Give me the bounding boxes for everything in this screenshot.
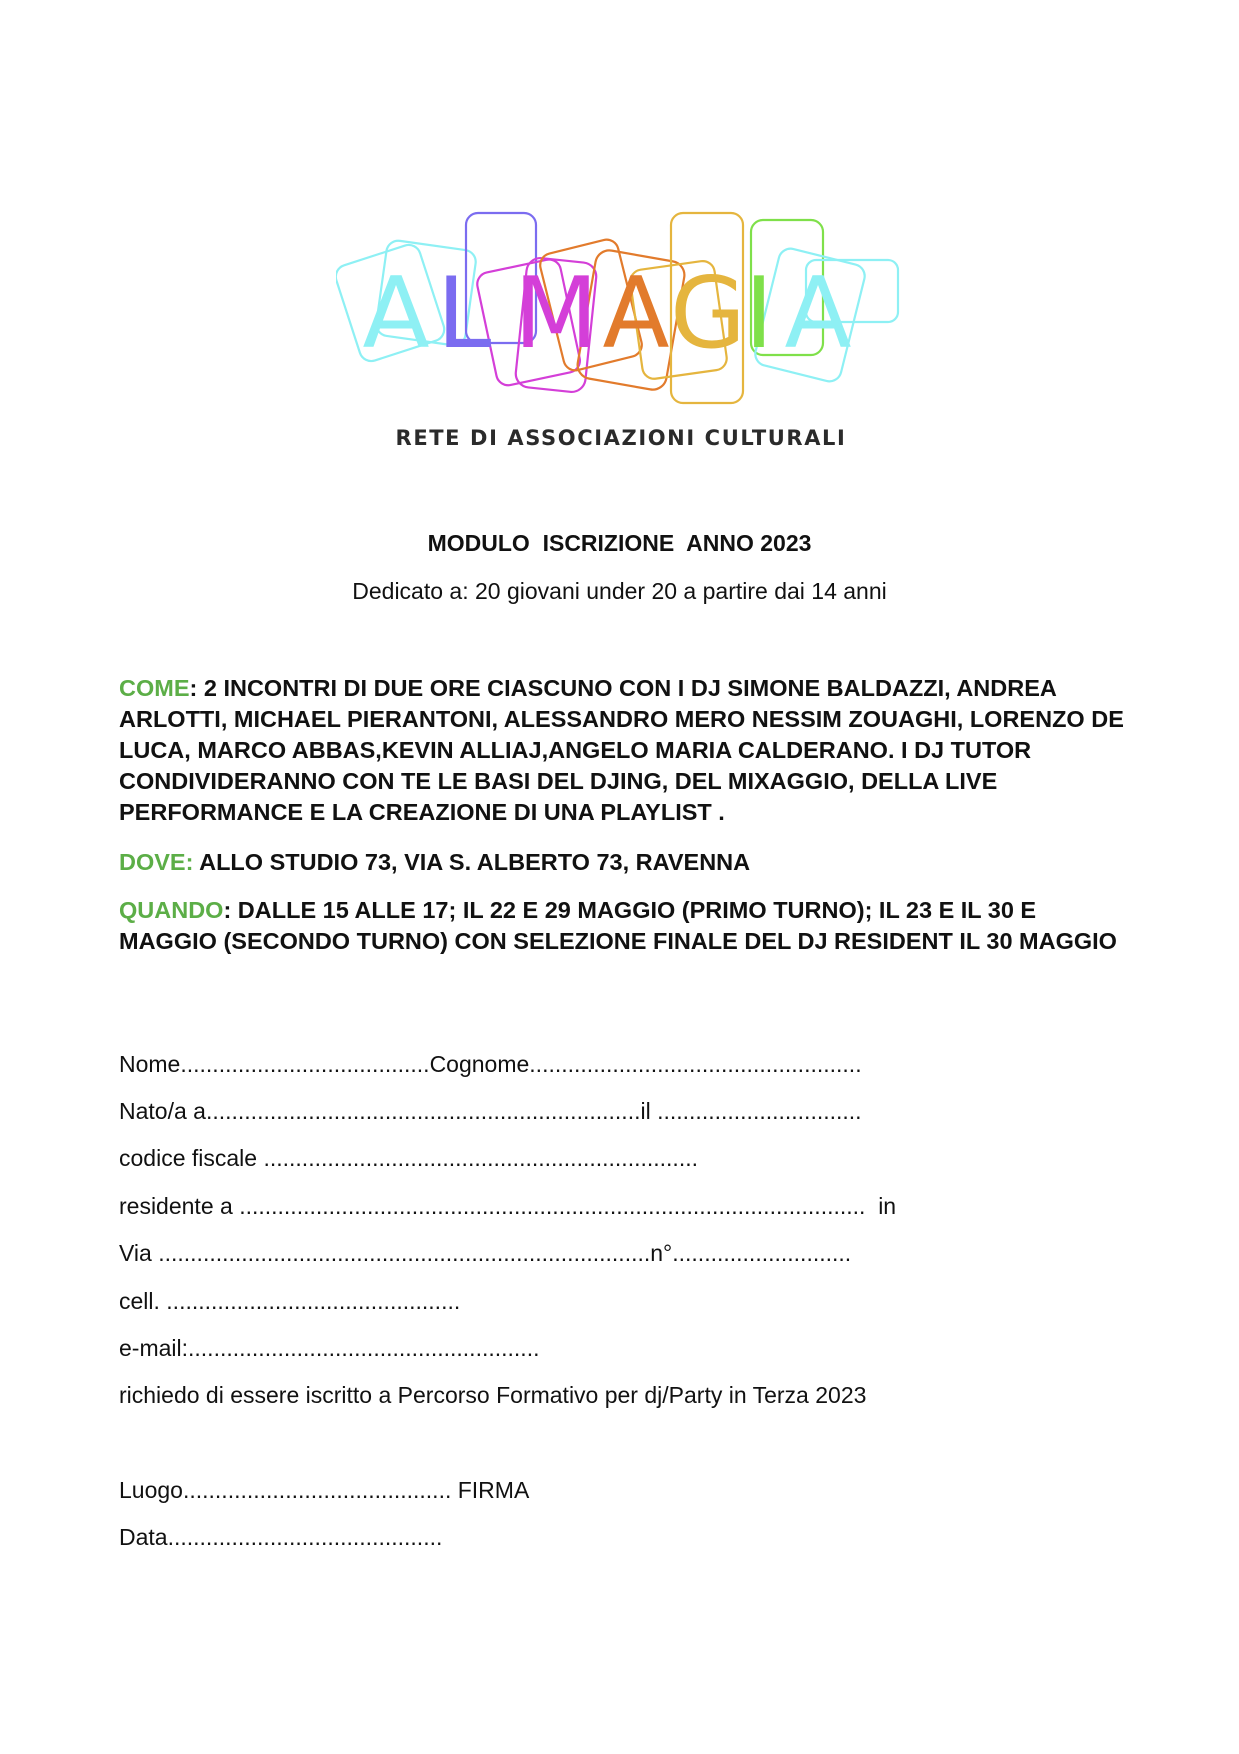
svg-text:I: I [744, 257, 774, 371]
info-quando-text: : DALLE 15 ALLE 17; IL 22 E 29 MAGGIO (PRIMO TURNO); IL 23 E IL 30 E MAGGIO (SECONDO TURNO) CON SELEZIONE FINALE DEL DJ RESIDENT IL 30 MAGGIO [119, 897, 1117, 954]
field-nome-cognome[interactable]: Nome.......................................Cognome.................................................... [119, 1051, 862, 1077]
svg-text:A: A [784, 257, 852, 371]
info-come-text: : 2 INCONTRI DI DUE ORE CIASCUNO CON I DJ SIMONE BALDAZZI, ANDREA ARLOTTI, MICHAEL PIERANTONI, ALESSANDRO MERO NESSIM ZOUAGHI, LORENZO DE LUCA, MARCO ABBAS,KEVIN ALLIAJ,ANGELO MARIA CALDERANO. I DJ TUTOR CONDIVIDERANNO CON TE LE BASI DEL DJING, DEL MIXAGGIO, DELLA LIVE PERFORMANCE E LA CREAZIONE DI UNA PLAYLIST . [119, 675, 1124, 825]
field-luogo-firma[interactable]: Luogo.......................................... FIRMA [119, 1477, 530, 1503]
svg-text:A: A [362, 257, 430, 371]
field-nascita[interactable]: Nato/a a....................................................................il ................................ [119, 1098, 862, 1124]
almagia-logo-graphic [336, 205, 906, 420]
info-come-label: COME [119, 675, 190, 701]
svg-text:L: L [436, 257, 492, 371]
request-statement: richiedo di essere iscritto a Percorso Formativo per dj/Party in Terza 2023 [119, 1382, 867, 1408]
field-via[interactable]: Via .............................................................................n°............................ [119, 1240, 852, 1266]
info-dove-label: DOVE: [119, 849, 194, 875]
info-quando-label: QUANDO [119, 897, 224, 923]
form-title: MODULO ISCRIZIONE ANNO 2023 [427, 530, 812, 556]
field-cell[interactable]: cell. .............................................. [119, 1288, 461, 1314]
info-dove [119, 847, 1139, 878]
logo-tagline: RETE DI ASSOCIAZIONI CULTURALI [395, 426, 847, 450]
svg-text:A: A [602, 257, 670, 371]
svg-text:M: M [513, 257, 599, 371]
form-subtitle: Dedicato a: 20 giovani under 20 a partire dai 14 anni [352, 578, 887, 604]
info-come [119, 673, 1139, 828]
svg-text:G: G [670, 257, 746, 371]
almagia-logo [336, 205, 906, 470]
info-dove-text: ALLO STUDIO 73, VIA S. ALBERTO 73, RAVENNA [193, 849, 751, 875]
field-residenza[interactable]: residente a .................................................................................................. in [119, 1193, 897, 1219]
field-data[interactable]: Data........................................... [119, 1524, 443, 1550]
info-quando [119, 895, 1139, 957]
field-codice-fiscale[interactable]: codice fiscale .................................................................... [119, 1145, 698, 1171]
field-email[interactable]: e-mail:....................................................... [119, 1335, 540, 1361]
